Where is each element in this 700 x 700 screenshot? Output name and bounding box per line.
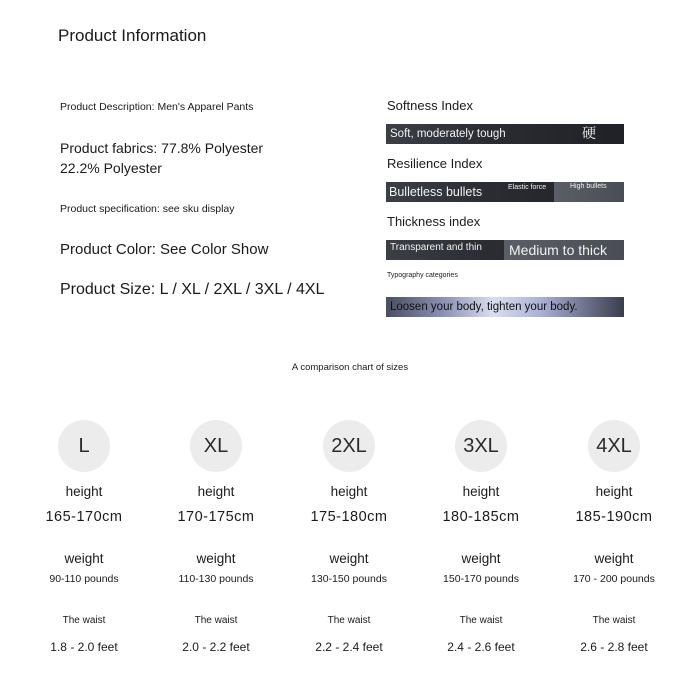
typography-bar — [386, 297, 624, 317]
weight-label: weight — [64, 551, 104, 566]
softness-right-label: 硬 — [582, 126, 596, 142]
resilience-right-label: High bullets — [570, 183, 607, 190]
thickness-right-label: Medium to thick — [509, 242, 608, 258]
waist-label: The waist — [459, 615, 503, 626]
size-badge-label: 4XL — [596, 434, 632, 457]
height-value: 165-170cm — [45, 509, 123, 525]
size-badge-label: 3XL — [463, 434, 499, 457]
waist-value: 2.2 - 2.4 feet — [315, 640, 383, 654]
waist-label: The waist — [62, 615, 106, 626]
thickness-left-label: Transparent and thin — [390, 242, 482, 253]
resilience-index-label: Resilience Index — [387, 156, 483, 171]
softness-index-label: Softness Index — [387, 98, 473, 113]
waist-value: 2.6 - 2.8 feet — [580, 640, 648, 654]
weight-label: weight — [594, 551, 634, 566]
weight-value: 130-150 pounds — [311, 573, 387, 585]
softness-left-label: Soft, moderately tough — [390, 128, 506, 140]
typography-categories-label: Typography categories — [387, 272, 458, 279]
size-column-2xl — [294, 420, 404, 654]
height-value: 185-190cm — [575, 509, 653, 525]
height-label: height — [462, 484, 500, 499]
waist-value: 2.4 - 2.6 feet — [447, 640, 515, 654]
weight-label: weight — [196, 551, 236, 566]
size-badge-label: 2XL — [331, 434, 367, 457]
product-description: Product Description: Men's Apparel Pants — [60, 101, 254, 113]
softness-index-bar — [386, 124, 624, 144]
height-label: height — [595, 484, 633, 499]
height-label: height — [65, 484, 103, 499]
waist-label: The waist — [194, 615, 238, 626]
height-value: 175-180cm — [310, 509, 388, 525]
size-column-4xl — [559, 420, 669, 654]
weight-label: weight — [461, 551, 501, 566]
weight-value: 90-110 pounds — [49, 573, 119, 585]
size-column-xl — [161, 420, 271, 654]
size-badge-label: XL — [203, 434, 229, 457]
thickness-index-label: Thickness index — [387, 214, 481, 229]
thickness-index-bar — [386, 240, 624, 260]
waist-label: The waist — [327, 615, 371, 626]
size-badge — [190, 420, 242, 472]
waist-label: The waist — [592, 615, 636, 626]
waist-value: 1.8 - 2.0 feet — [50, 640, 118, 654]
product-specification: Product specification: see sku display — [60, 203, 235, 215]
product-color: Product Color: See Color Show — [60, 241, 269, 258]
height-value: 180-185cm — [442, 509, 520, 525]
product-fabrics-line1: Product fabrics: 77.8% Polyester — [60, 140, 264, 156]
product-fabrics — [60, 138, 263, 178]
height-value: 170-175cm — [177, 509, 255, 525]
size-column-3xl — [426, 420, 536, 654]
size-chart-caption: A comparison chart of sizes — [291, 362, 409, 373]
page-title: Product Information — [58, 26, 207, 45]
size-column-l — [29, 420, 139, 654]
height-label: height — [197, 484, 235, 499]
weight-value: 150-170 pounds — [443, 573, 519, 585]
weight-value: 110-130 pounds — [178, 573, 254, 585]
typography-value: Loosen your body, tighten your body. — [390, 301, 578, 313]
size-badge — [58, 420, 110, 472]
size-badge — [455, 420, 507, 472]
height-label: height — [330, 484, 368, 499]
size-badge — [588, 420, 640, 472]
weight-label: weight — [329, 551, 369, 566]
size-badge-label: L — [78, 434, 90, 457]
size-badge — [323, 420, 375, 472]
product-size: Product Size: L / XL / 2XL / 3XL / 4XL — [60, 281, 325, 298]
resilience-index-bar — [386, 182, 624, 202]
waist-value: 2.0 - 2.2 feet — [182, 640, 250, 654]
weight-value: 170 - 200 pounds — [573, 573, 655, 585]
resilience-middle-label: Elastic force — [508, 184, 547, 191]
product-fabrics-line2: 22.2% Polyester — [60, 160, 162, 176]
resilience-left-label: Bulletless bullets — [389, 185, 483, 199]
